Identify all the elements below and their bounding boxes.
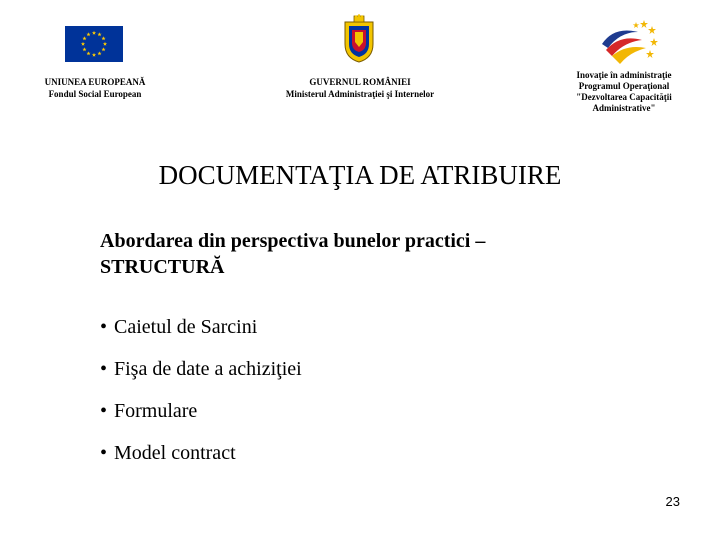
eu-fund-label: Fondul Social European bbox=[48, 89, 142, 99]
page-number: 23 bbox=[665, 494, 680, 509]
program-line-2: Programul Operaţional bbox=[578, 81, 670, 91]
eu-header-text bbox=[20, 76, 170, 100]
government-header-text bbox=[260, 76, 460, 100]
program-header-text bbox=[560, 70, 688, 114]
bullet-icon: • bbox=[100, 442, 108, 464]
bullet-icon: • bbox=[100, 400, 108, 422]
eu-flag-icon bbox=[65, 26, 123, 62]
program-line-3: "Dezvoltarea Capacităţii bbox=[576, 92, 672, 102]
list-item bbox=[100, 396, 302, 438]
list-item bbox=[100, 354, 302, 396]
list-item-label: Caietul de Sarcini bbox=[114, 316, 258, 338]
subtitle-line-1: Abordarea din perspectiva bunelor practici – bbox=[100, 230, 486, 252]
romania-coat-of-arms-icon bbox=[339, 14, 379, 64]
government-label: GUVERNUL ROMÂNIEI bbox=[309, 77, 411, 87]
bullet-list bbox=[100, 312, 302, 480]
eu-union-label: UNIUNEA EUROPEANĂ bbox=[44, 77, 146, 87]
opdca-logo-icon bbox=[598, 18, 660, 66]
bullet-icon: • bbox=[100, 358, 108, 380]
ministry-label: Ministerul Administraţiei şi Internelor bbox=[285, 89, 435, 99]
list-item-label: Fişa de date a achiziţiei bbox=[114, 358, 302, 380]
list-item-label: Formulare bbox=[114, 400, 198, 422]
list-item bbox=[100, 312, 302, 354]
slide-subtitle bbox=[100, 228, 660, 280]
list-item-label: Model contract bbox=[114, 442, 236, 464]
program-line-1: Inovaţie în administraţie bbox=[576, 70, 672, 80]
list-item bbox=[100, 438, 302, 480]
slide-title: DOCUMENTAŢIA DE ATRIBUIRE bbox=[158, 160, 562, 190]
program-line-4: Administrative" bbox=[592, 103, 656, 113]
subtitle-line-2: STRUCTURĂ bbox=[100, 256, 225, 278]
bullet-icon: • bbox=[100, 316, 108, 338]
